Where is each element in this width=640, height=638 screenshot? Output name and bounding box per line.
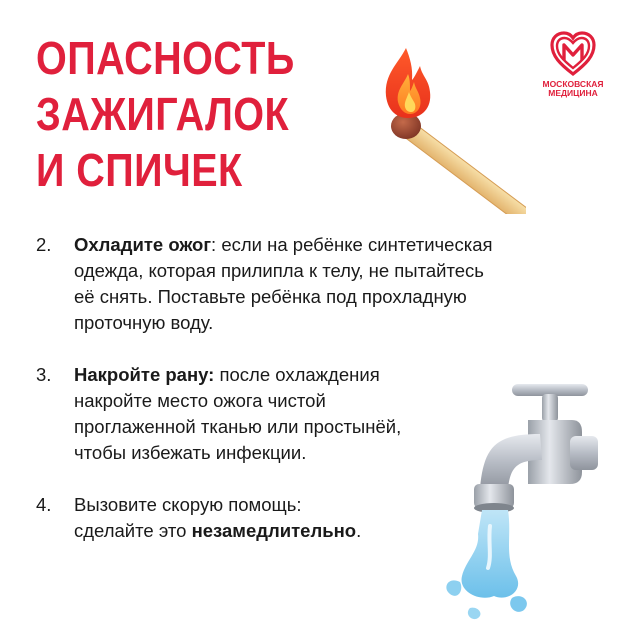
step-emphasis: незамедлительно <box>191 520 357 541</box>
title-line-3: И СПИЧЕК <box>36 144 243 196</box>
title-line-1: ОПАСНОСТЬ <box>36 32 295 84</box>
step-text: сделайте это <box>74 520 192 541</box>
step-text: чтобы избежать инфекции. <box>74 442 307 463</box>
logo-text-line-2: МЕДИЦИНА <box>548 88 598 98</box>
step-item-2 <box>36 232 596 336</box>
step-item-4 <box>36 492 596 544</box>
logo <box>540 30 606 98</box>
step-heading: Охладите ожог <box>74 234 212 255</box>
title-line-2: ЗАЖИГАЛОК <box>36 88 290 140</box>
step-text: Вызовите скорую помощь: <box>74 494 302 515</box>
step-text: после охлаждения <box>214 364 380 385</box>
step-text: . <box>356 520 362 541</box>
step-item-3 <box>36 362 514 466</box>
step-text: одежда, которая прилипла к телу, не пытайтесь <box>74 260 484 281</box>
step-text: проточную воду. <box>74 312 214 333</box>
step-line <box>74 232 596 258</box>
page-title <box>36 30 295 198</box>
burning-match-icon <box>376 44 526 214</box>
step-text: накройте место ожога чистой <box>74 390 326 411</box>
step-line <box>74 362 514 388</box>
steps-list <box>36 232 596 544</box>
heart-m-logo-icon <box>548 30 598 78</box>
logo-text-line-1: МОСКОВСКАЯ <box>542 79 604 89</box>
step-text: её снять. Поставьте ребёнка под прохладную <box>74 286 467 307</box>
step-text: : если на ребёнке синтетическая <box>211 234 493 255</box>
step-number: 3. <box>36 364 52 385</box>
step-number: 2. <box>36 234 52 255</box>
step-line <box>74 518 596 544</box>
step-number: 4. <box>36 494 52 515</box>
step-text: проглаженной тканью или простынёй, <box>74 416 402 437</box>
step-heading: Накройте рану: <box>74 364 215 385</box>
